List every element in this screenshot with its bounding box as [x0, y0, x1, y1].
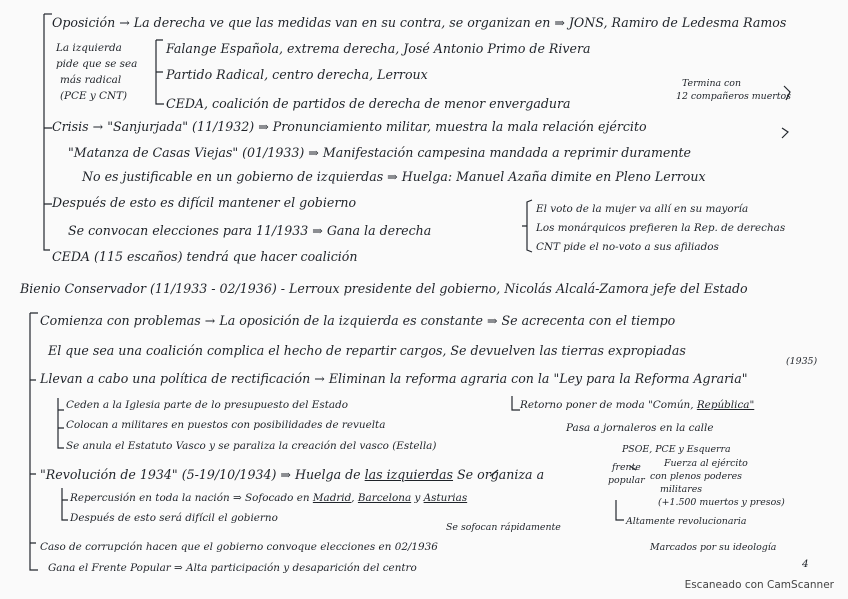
problems-line-2: El que sea una coalición complica el hecho de repartir cargos, Se devuelven las tierras expropiadas — [48, 343, 686, 358]
reason-women: El voto de la mujer va allí en su mayoría — [536, 203, 749, 215]
camscanner-footer: Escaneado con CamScanner — [684, 579, 834, 591]
page-number: 4 — [802, 558, 809, 570]
branch-falange: Falange Española, extrema derecha, José Antonio Primo de Rivera — [166, 41, 591, 56]
revolutionary-note: Altamente revolucionaria — [626, 516, 747, 527]
bracket-section2 — [30, 313, 38, 570]
popular-front-line: Gana el Frente Popular ⇒ Alta participación y desaparición del centro — [48, 562, 417, 574]
left-note-d: (PCE y CNT) — [60, 90, 128, 102]
year-1935: (1935) — [786, 356, 818, 367]
reason-monarchists: Los monárquicos prefieren la Rep. de derechas — [536, 222, 786, 234]
side-note-a: Termina con — [682, 78, 741, 89]
after-line: Después de esto es difícil mantener el gobierno — [52, 195, 357, 210]
left-note-a: La izquierda — [56, 42, 122, 54]
branch-ceda: CEDA, coalición de partidos de derecha de menor envergadura — [166, 96, 571, 111]
oposicion-line: Oposición → La derecha ve que las medidas van en su contra, se organizan en ⇒ JONS, Ramiro de Ledesma Ramos — [52, 15, 787, 30]
military-note: Pasa a jornaleros en la calle — [566, 422, 714, 434]
revolution-line: "Revolución de 1934" (5-19/10/1934) ⇒ Huelga de las izquierdas Se organiza a — [40, 467, 545, 482]
bracket-revolucion — [62, 488, 68, 520]
sofocan-note: Se sofocan rápidamente — [446, 522, 561, 533]
pce-note: PSOE, PCE y Esquerra — [622, 444, 731, 455]
massacre-line: "Matanza de Casas Viejas" (01/1933) ⇒ Manifestación campesina mandada a reprimir duramente — [68, 145, 691, 160]
repercussion-line: Repercusión en toda la nación ⇒ Sofocado en Madrid, Barcelona y Asturias — [70, 492, 468, 504]
branch-radical: Partido Radical, centro derecha, Lerroux — [166, 67, 428, 82]
ceda-line: CEDA (115 escaños) tendrá que hacer coalición — [52, 249, 358, 264]
army-note-d: (+1.500 muertos y presos) — [658, 497, 785, 508]
reason-cnt: CNT pide el no-voto a sus afiliados — [536, 241, 719, 253]
bracket-rectificacion — [58, 398, 64, 448]
frente-label: frente — [612, 462, 641, 473]
statute-line: Se anula el Estatuto Vasco y se paraliza la creación del vasco (Estella) — [66, 440, 437, 452]
left-note-b: pide que se sea — [56, 58, 138, 70]
church-line: Ceden a la Iglesia parte de lo presupuesto del Estado — [66, 399, 348, 411]
army-note-a: Fuerza al ejército — [664, 458, 748, 469]
side-note-b: 12 compañeros muertos — [676, 91, 791, 102]
elections-line: Se convocan elecciones para 11/1933 ⇒ Gana la derecha — [68, 223, 432, 238]
church-note: Retorno poner de moda "Común, República" — [520, 399, 755, 411]
ideology-note: Marcados por su ideología — [650, 542, 777, 553]
difficult-line: Después de esto será difícil el gobierno — [70, 512, 278, 524]
brace-reasons — [522, 200, 532, 252]
army-note-b: con plenos poderes — [650, 471, 742, 482]
problems-line: Comienza con problemas → La oposición de la izquierda es constante ⇒ Se acrecenta con el tiempo — [40, 313, 676, 328]
army-note-c: militares — [660, 484, 703, 495]
massacre-line-2: No es justificable en un gobierno de izquierdas ⇒ Huelga: Manuel Azaña dimite en Pleno Lerroux — [82, 169, 706, 184]
section2-title: Bienio Conservador (11/1933 - 02/1936) - Lerroux presidente del gobierno, Nicolás Alcalá-Zamora jefe del Estado — [20, 281, 748, 296]
left-note-c: más radical — [60, 74, 122, 86]
military-line: Colocan a militares en puestos con posibilidades de revuelta — [66, 419, 386, 431]
popular-label: popular — [608, 475, 645, 486]
crisis-line: Crisis → "Sanjurjada" (11/1932) ⇒ Pronunciamiento militar, muestra la mala relación ejército — [52, 119, 647, 134]
bracket-section1 — [44, 14, 50, 250]
rectification-line: Llevan a cabo una política de rectificación → Eliminan la reforma agraria con la "Ley para la Reforma Agraria" — [40, 371, 748, 386]
corruption-line: Caso de corrupción hacen que el gobierno convoque elecciones en 02/1936 — [40, 541, 438, 553]
